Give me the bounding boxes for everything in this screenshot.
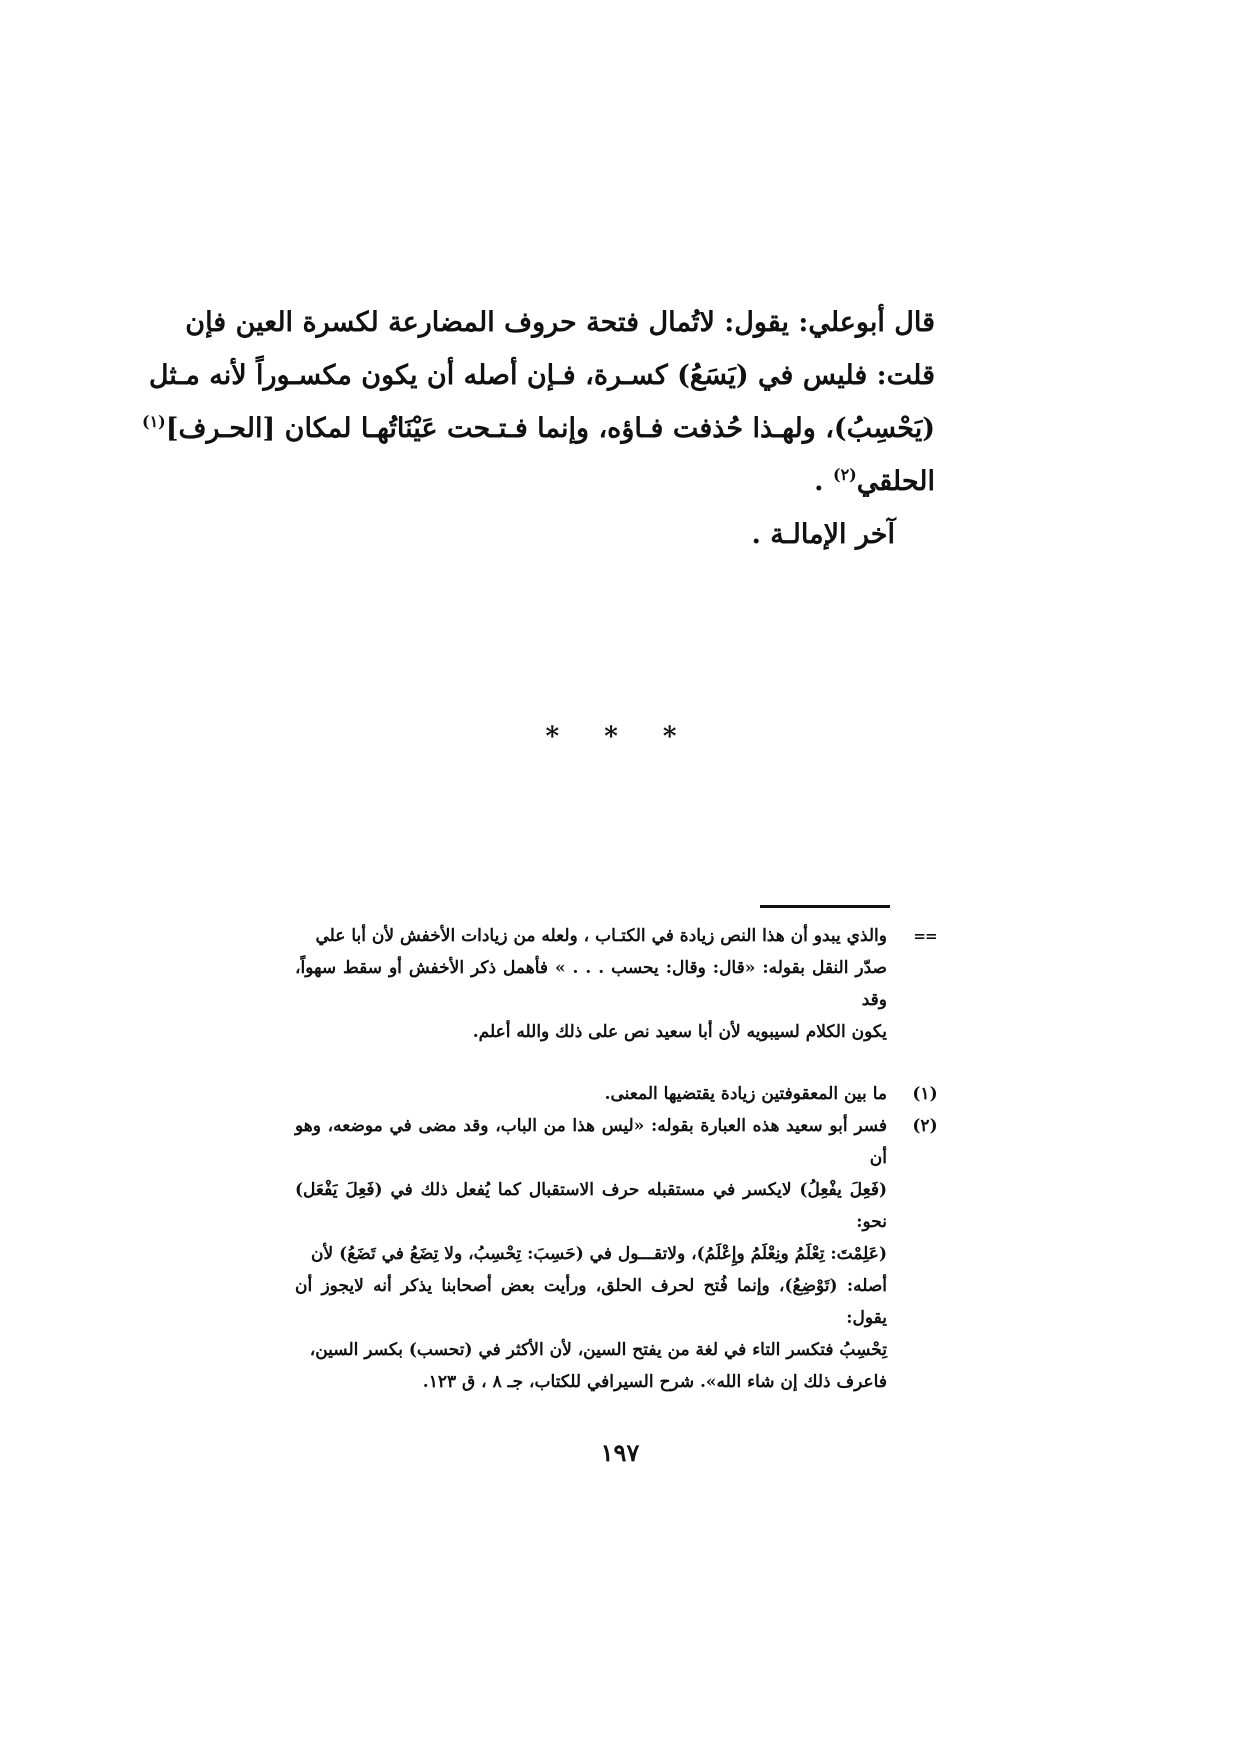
footnote-continuation bbox=[295, 920, 945, 1048]
main-line-3 bbox=[141, 402, 935, 455]
section-separator: * * * bbox=[545, 722, 695, 752]
footnote-gap bbox=[295, 1048, 945, 1078]
page-number: ١٩٧ bbox=[600, 1438, 640, 1467]
main-line-3-text: (يَحْسِبُ)، ولهـذا حُذفت فـاؤه، وإنما فـتـحت عَيْنَاتُهـا لمكان [الحـرف] bbox=[165, 413, 935, 444]
footnote-2-line-5: تِحْسِبُ فتكسر التاء في لغة من يفتح السين، لأن الأكثر في (تحسب) بكسر السين، bbox=[309, 1340, 887, 1360]
footnote-2-line-2: (فَعِلَ يفْعِلُ) لايكسر في مستقبله حرف الاستقبال كما يُفعل ذلك في (فَعِلَ يَفْعَل) نحو: bbox=[295, 1180, 887, 1232]
footnote-1 bbox=[295, 1078, 945, 1110]
footnote-2-line-6: فاعرف ذلك إن شاء الله». شرح السيرافي للكتاب، جـ ٨ ، ق ١٢٣. bbox=[422, 1372, 887, 1392]
main-paragraph bbox=[141, 296, 935, 561]
main-line-1: قال أبوعلي: يقول: لاتُمال فتحة حروف المضارعة لكسرة العين فإن bbox=[185, 307, 935, 338]
main-line-4-end: . bbox=[814, 466, 824, 497]
continuation-marker: == bbox=[913, 927, 937, 945]
footnotes-block bbox=[295, 920, 945, 1398]
footnote-ref-1: (١) bbox=[141, 412, 166, 431]
footnote-1-marker: (١) bbox=[912, 1084, 938, 1104]
footnote-rule bbox=[760, 905, 890, 908]
main-text-block bbox=[141, 296, 935, 561]
footnote-2-marker: (٢) bbox=[912, 1116, 938, 1136]
footnote-2-line-1: فسر أبو سعيد هذه العبارة بقوله: «ليس هذا من الباب، وقد مضى في موضعه، وهو أن bbox=[295, 1116, 887, 1168]
footnote-2-line-3: (عَلِمْتَ: تِعْلَمُ ونِعْلَمُ وإِعْلَمُ)، ولاتقـــول في (حَسِبَ: تِحْسِبُ، ولا تِضَعُ في تَضَعُ) لأن bbox=[311, 1244, 887, 1264]
continuation-line-1: والذي يبدو أن هذا النص زيادة في الكتـاب ، ولعله من زيادات الأخفش لأن أبا علي bbox=[315, 926, 887, 946]
main-line-2: قلت: فليس في (يَسَعُ) كسـرة، فـإن أصله أن يكون مكسـوراً لأنه مـثل bbox=[148, 360, 935, 391]
footnote-ref-2: (٢) bbox=[832, 465, 857, 484]
footnote-2 bbox=[295, 1110, 945, 1398]
main-line-4-text: الحلقي bbox=[856, 466, 935, 497]
chapter-closing: آخر الإمالـة . bbox=[751, 519, 895, 550]
main-line-4 bbox=[295, 455, 935, 508]
continuation-line-3: يكون الكلام لسيبويه لأن أبا سعيد نص على ذلك والله أعلم. bbox=[472, 1022, 887, 1042]
footnote-2-line-4: أصله: (تَوْضِعُ)، وإنما فُتح لحرف الحلق، ورأيت بعض أصحابنا يذكر أنه لايجوز أن يقول: bbox=[295, 1276, 887, 1328]
footnote-1-line-1: ما بين المعقوفتين زيادة يقتضيها المعنى. bbox=[604, 1084, 887, 1104]
continuation-line-2: صدّر النقل بقوله: «قال: وقال: يحسب . . . » فأهمل ذكر الأخفش أو سقط سهواً، وقد bbox=[295, 958, 887, 1010]
